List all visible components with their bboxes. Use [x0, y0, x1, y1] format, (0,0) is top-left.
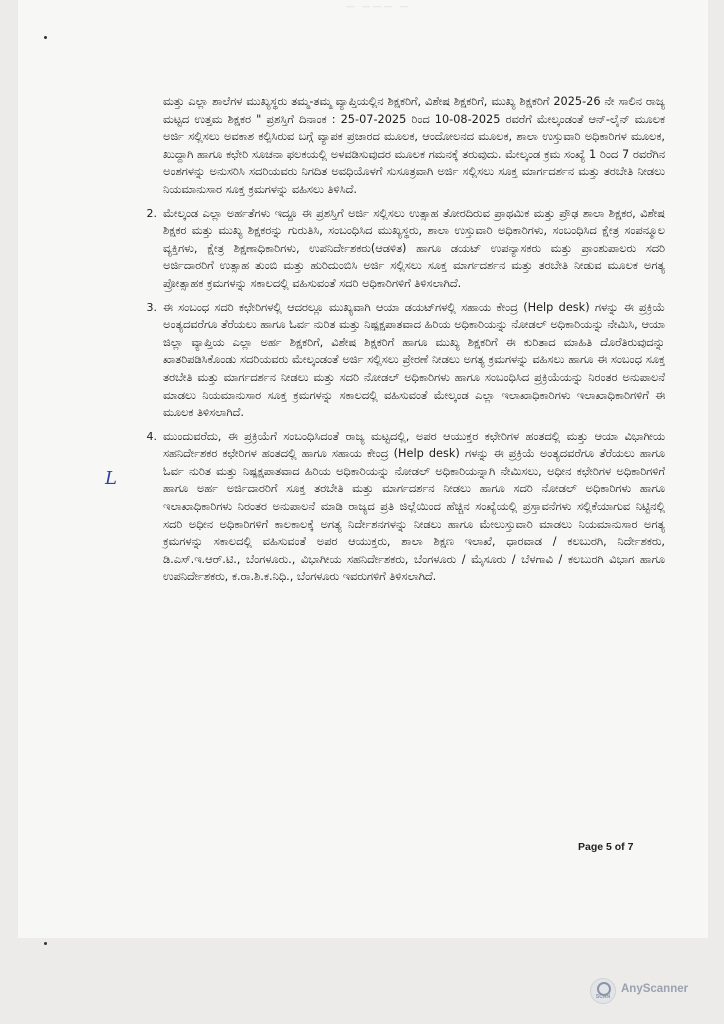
scan-speck — [44, 942, 47, 945]
list-item — [146, 299, 665, 422]
faint-header-bleed: — ——— — — [345, 2, 411, 12]
intro-paragraph: ಮತ್ತು ಎಲ್ಲಾ ಶಾಲೆಗಳ ಮುಖ್ಯಸ್ಥರು ತಮ್ಮ-ತಮ್ಮ ವ್ಯಾಪ್ತಿಯಲ್ಲಿನ ಶಿಕ್ಷಕರಿಗೆ, ವಿಶೇಷ ಶಿಕ್ಷಕರಿಗೆ, ಮುಖ್ಯ ಶಿಕ್ಷಕರಿಗೆ 2025-26 ನೇ ಸಾಲಿನ ರಾಜ್ಯ ಮಟ್ಟದ ಉತ್ತಮ ಶಿಕ್ಷಕರ " ಪ್ರಶಸ್ತಿಗೆ ದಿನಾಂಕ : 25-07-2025 ರಿಂದ 10-08-2025 ರವರೆಗೆ ಮೇಲ್ಕಂಡಂತೆ ಆನ್-ಲೈನ್ ಮೂಲಕ ಅರ್ಜಿ ಸಲ್ಲಿಸಲು ಅವಕಾಶ ಕಲ್ಪಿಸಿರುವ ಬಗ್ಗೆ ವ್ಯಾಪಕ ಪ್ರಚಾರದ ಮೂಲಕ, ಆಂದೋಲನದ ಮೂಲಕ, ಶಾಲಾ ಉಸ್ತುವಾರಿ ಅಧಿಕಾರಿಗಳ ಮೂಲಕ, ಖುದ್ದಾಗಿ ಹಾಗೂ ಕಛೇರಿ ಸೂಚನಾ ಫಲಕಯಲ್ಲಿ ಅಳವಡಿಸುವುದರ ಮೂಲಕ ಗಮನಕ್ಕೆ ತರುವುದು. ಮೇಲ್ಕಂಡ ಕ್ರಮ ಸಂಖ್ಯೆ 1 ರಿಂದ 7 ರವರೆಗಿನ ಅಂಶಗಳನ್ನು ಅನುಸರಿಸಿ ಸದರಿಯವರು ನಿಗದಿತ ಅವಧಿಯೊಳಗೆ ಸುಸೂತ್ರವಾಗಿ ಅರ್ಜಿ ಸಲ್ಲಿಸಲು ಸೂಕ್ತ ಮಾರ್ಗದರ್ಶನ ಮತ್ತು ತರಬೇತಿ ನೀಡಲು ನಿಯಮಾನುಸಾರ ಸೂಕ್ತ ಕ್ರಮಗಳನ್ನು ವಹಿಸಲು ತಿಳಿಸಿದೆ. — [163, 95, 665, 196]
scanner-brand: AnyScanner — [621, 983, 689, 995]
item-text: ಮುಂದುವರೆದು, ಈ ಪ್ರಕ್ರಿಯೆಗೆ ಸಂಬಂಧಿಸಿದಂತೆ ರಾಜ್ಯ ಮಟ್ಟದಲ್ಲಿ, ಅಪರ ಆಯುಕ್ತರ ಕಛೇರಿಗಳ ಹಂತದಲ್ಲಿ ಮತ್ತು ಆಯಾ ವಿಭಾಗೀಯ ಸಹನಿರ್ದೇಶಕರ ಕಛೇರಿಗಳ ಹಂತದಲ್ಲಿ ಹಾಗೂ ಸಹಾಯ ಕೇಂದ್ರ (Help desk) ಗಳನ್ನು ಈ ಪ್ರಕ್ರಿಯೆ ಅಂತ್ಯದವರೆಗೂ ತೆರೆಯಲು ಹಾಗೂ ಓರ್ವ ನುರಿತ ಮತ್ತು ನಿಷ್ಪಕ್ಷಪಾತವಾದ ಹಿರಿಯ ಅಧಿಕಾರಿಯನ್ನು ನೋಡಲ್ ಅಧಿಕಾರಿಯನ್ನಾಗಿ ನೇಮಿಸಲು, ಅಧೀನ ಕಛೇರಿಗಳ ಅಧಿಕಾರಿಗಳಿಗೆ ಹಾಗೂ ಅರ್ಹ ಅರ್ಜಿದಾರರಿಗೆ ಸೂಕ್ತ ತರಬೇತಿ ಮತ್ತು ಮಾರ್ಗದರ್ಶನ ನೀಡಲು ಹಾಗೂ ಸದರಿ ನೋಡಲ್ ಅಧಿಕಾರಿಗಳು ಹಾಗೂ ಇಲಾಖಾಧಿಕಾರಿಗಳು ನಿರಂತರ ಅನುಪಾಲನೆ ಮಾಡಿ ರಾಜ್ಯದ ಪ್ರತಿ ಜಿಲ್ಲೆಯಿಂದ ಹೆಚ್ಚಿನ ಸಂಖ್ಯೆಯಲ್ಲಿ ಪ್ರಸ್ತಾವನೆಗಳು ಸಲ್ಲಿಕೆಯಾಗುವ ನಿಟ್ಟಿನಲ್ಲಿ ಸದರಿ ಅಧೀನ ಅಧಿಕಾರಿಗಳಿಗೆ ಕಾಲಕಾಲಕ್ಕೆ ಅಗತ್ಯ ನಿರ್ದೇಶನಗಳನ್ನು ನೀಡಲು ಹಾಗೂ ಮೇಲುಸ್ತುವಾರಿ ಮಾಡಲು ನಿಯಮಾನುಸಾರ ಅಗತ್ಯ ಕ್ರಮಗಳನ್ನು ಸಕಾಲದಲ್ಲಿ ವಹಿಸುವಂತೆ ಅಪರ ಆಯುಕ್ತರು, ಶಾಲಾ ಶಿಕ್ಷಣ ಇಲಾಖೆ, ಧಾರವಾಡ / ಕಲಬುರಗಿ, ನಿರ್ದೇಶಕರು, ಡಿ.ಎಸ್.ಇ.ಆರ್.ಟಿ., ಬೆಂಗಳೂರು., ವಿಭಾಗೀಯ ಸಹನಿರ್ದೇಶಕರು, ಬೆಂಗಳೂರು / ಮೈಸೂರು / ಬೆಳಗಾವಿ / ಕಲಬುರಗಿ ವಿಭಾಗ ಹಾಗೂ ಉಪನಿರ್ದೇಶಕರು, ಕ.ರಾ.ಶಿ.ಕ.ನಿಧಿ., ಬೆಂಗಳೂರು ಇವರುಗಳಿಗೆ ತಿಳಿಸಲಾಗಿದೆ. — [163, 429, 665, 584]
scanner-logo-icon — [590, 978, 616, 1004]
item-text: ಮೇಲ್ಕಂಡ ಎಲ್ಲಾ ಅರ್ಹತೆಗಳು ಇದ್ದೂ ಈ ಪ್ರಶಸ್ತಿಗೆ ಅರ್ಜಿ ಸಲ್ಲಿಸಲು ಉತ್ಸಾಹ ತೋರದಿರುವ ಪ್ರಾಥಮಿಕ ಮತ್ತು ಪ್ರೌಢ ಶಾಲಾ ಶಿಕ್ಷಕರ, ವಿಶೇಷ ಶಿಕ್ಷಕರ ಮತ್ತು ಮುಖ್ಯ ಶಿಕ್ಷಕರನ್ನು ಗುರುತಿಸಿ, ಸಂಬಂಧಿಸಿದ ಮುಖ್ಯಸ್ಥರು, ಶಾಲಾ ಉಸ್ತುವಾರಿ ಅಧಿಕಾರಿಗಳು, ಸಂಬಂಧಿಸಿದ ಕ್ಷೇತ್ರ ಸಂಪನ್ಮೂಲ ವ್ಯಕ್ತಿಗಳು, ಕ್ಷೇತ್ರ ಶಿಕ್ಷಣಾಧಿಕಾರಿಗಳು, ಉಪನಿರ್ದೇಶಕರು(ಆಡಳಿತ) ಹಾಗೂ ಡಯಟ್ ಉಪನ್ಯಾಸಕರು ಮತ್ತು ಪ್ರಾಂಶುಪಾಲರು ಸದರಿ ಅರ್ಜಿದಾರರಿಗೆ ಉತ್ಸಾಹ ತುಂಬಿ ಮತ್ತು ಹುರಿದುಂಬಿಸಿ ಅರ್ಜಿ ಸಲ್ಲಿಸಲು ಸೂಕ್ತ ಮಾರ್ಗದರ್ಶನ ಮತ್ತು ತರಬೇತಿ ನೀಡುವ ಮೂಲಕ ಅಗತ್ಯ ಪ್ರೋತ್ಸಾಹಕ ಕ್ರಮಗಳನ್ನು ಸಕಾಲದಲ್ಲಿ ವಹಿಸುವಂತೆ ಸದರಿ ಅಧಿಕಾರಿಗಳಿಗೆ ತಿಳಿಸಲಾಗಿದೆ. — [163, 206, 665, 290]
item-number: 3. — [146, 300, 157, 314]
item-text: ಈ ಸಂಬಂಧ ಸದರಿ ಕಛೇರಿಗಳಲ್ಲಿ ಆದರಲ್ಲೂ ಮುಖ್ಯವಾಗಿ ಆಯಾ ಡಯಟ್‌ಗಳಲ್ಲಿ ಸಹಾಯ ಕೇಂದ್ರ (Help desk) ಗಳನ್ನು ಈ ಪ್ರಕ್ರಿಯೆ ಅಂತ್ಯದವರೆಗೂ ತೆರೆಯಲು ಹಾಗೂ ಓರ್ವ ನುರಿತ ಮತ್ತು ನಿಷ್ಪಕ್ಷಪಾತವಾದ ಹಿರಿಯ ಅಧಿಕಾರಿಯನ್ನು ನೋಡಲ್ ಅಧಿಕಾರಿಯನ್ನು ನೇಮಿಸಿ, ಆಯಾ ಜಿಲ್ಲಾ ವ್ಯಾಪ್ತಿಯ ಎಲ್ಲಾ ಅರ್ಹ ಶಿಕ್ಷಕರಿಗೆ, ವಿಶೇಷ ಶಿಕ್ಷಕರಿಗೆ ಹಾಗೂ ಮುಖ್ಯ ಶಿಕ್ಷಕರಿಗೆ ಈ ಕುರಿತಾದ ಮಾಹಿತಿ ದೊರೆತಿರುವುದನ್ನು ಖಾತರಿಪಡಿಸಿಕೊಂಡು ಸದರಿಯವರು ಮೇಲ್ಕಂಡಂತೆ ಅರ್ಜಿ ಸಲ್ಲಿಸಲು ಪ್ರೇರಣೆ ನೀಡಲು ಅಗತ್ಯ ಕ್ರಮಗಳನ್ನು ವಹಿಸಲು ಹಾಗೂ ಈ ಸಂಬಂಧ ಸೂಕ್ತ ತರಬೇತಿ ಮತ್ತು ಮಾರ್ಗದರ್ಶನ ನೀಡಲು ಮತ್ತು ಸದರಿ ನೋಡಲ್ ಅಧಿಕಾರಿಗಳು ಹಾಗೂ ಸಂಬಂಧಿಸಿದ ಪ್ರಕ್ರಿಯೆಯನ್ನು ನಿರಂತರ ಅನುಪಾಲನೆ ಮಾಡಲು ನಿಯಮಾನುಸಾರ ಸೂಕ್ತ ಕ್ರಮಗಳನ್ನು ಸಕಾಲದಲ್ಲಿ ವಹಿಸುವಂತೆ ಮೇಲ್ಕಂಡ ಎಲ್ಲಾ ಇಲಾಖಾಧಿಕಾರಿಗಳು ಇಲಾಖಾಧಿಕಾರಿಗಳಿಗೆ ಈ ಮೂಲಕ ತಿಳಿಸಲಾಗಿದೆ. — [163, 300, 665, 420]
document-page — [18, 0, 708, 938]
item-number: 4. — [146, 429, 157, 443]
page-number: Page 5 of 7 — [578, 841, 634, 853]
handwritten-margin-mark: L — [105, 468, 117, 489]
list-item — [146, 428, 665, 586]
list-item — [146, 205, 665, 293]
scanner-logo-label: SCAN — [595, 994, 611, 1000]
scan-speck — [44, 36, 47, 39]
item-number: 2. — [146, 206, 157, 220]
document-body — [146, 93, 665, 592]
